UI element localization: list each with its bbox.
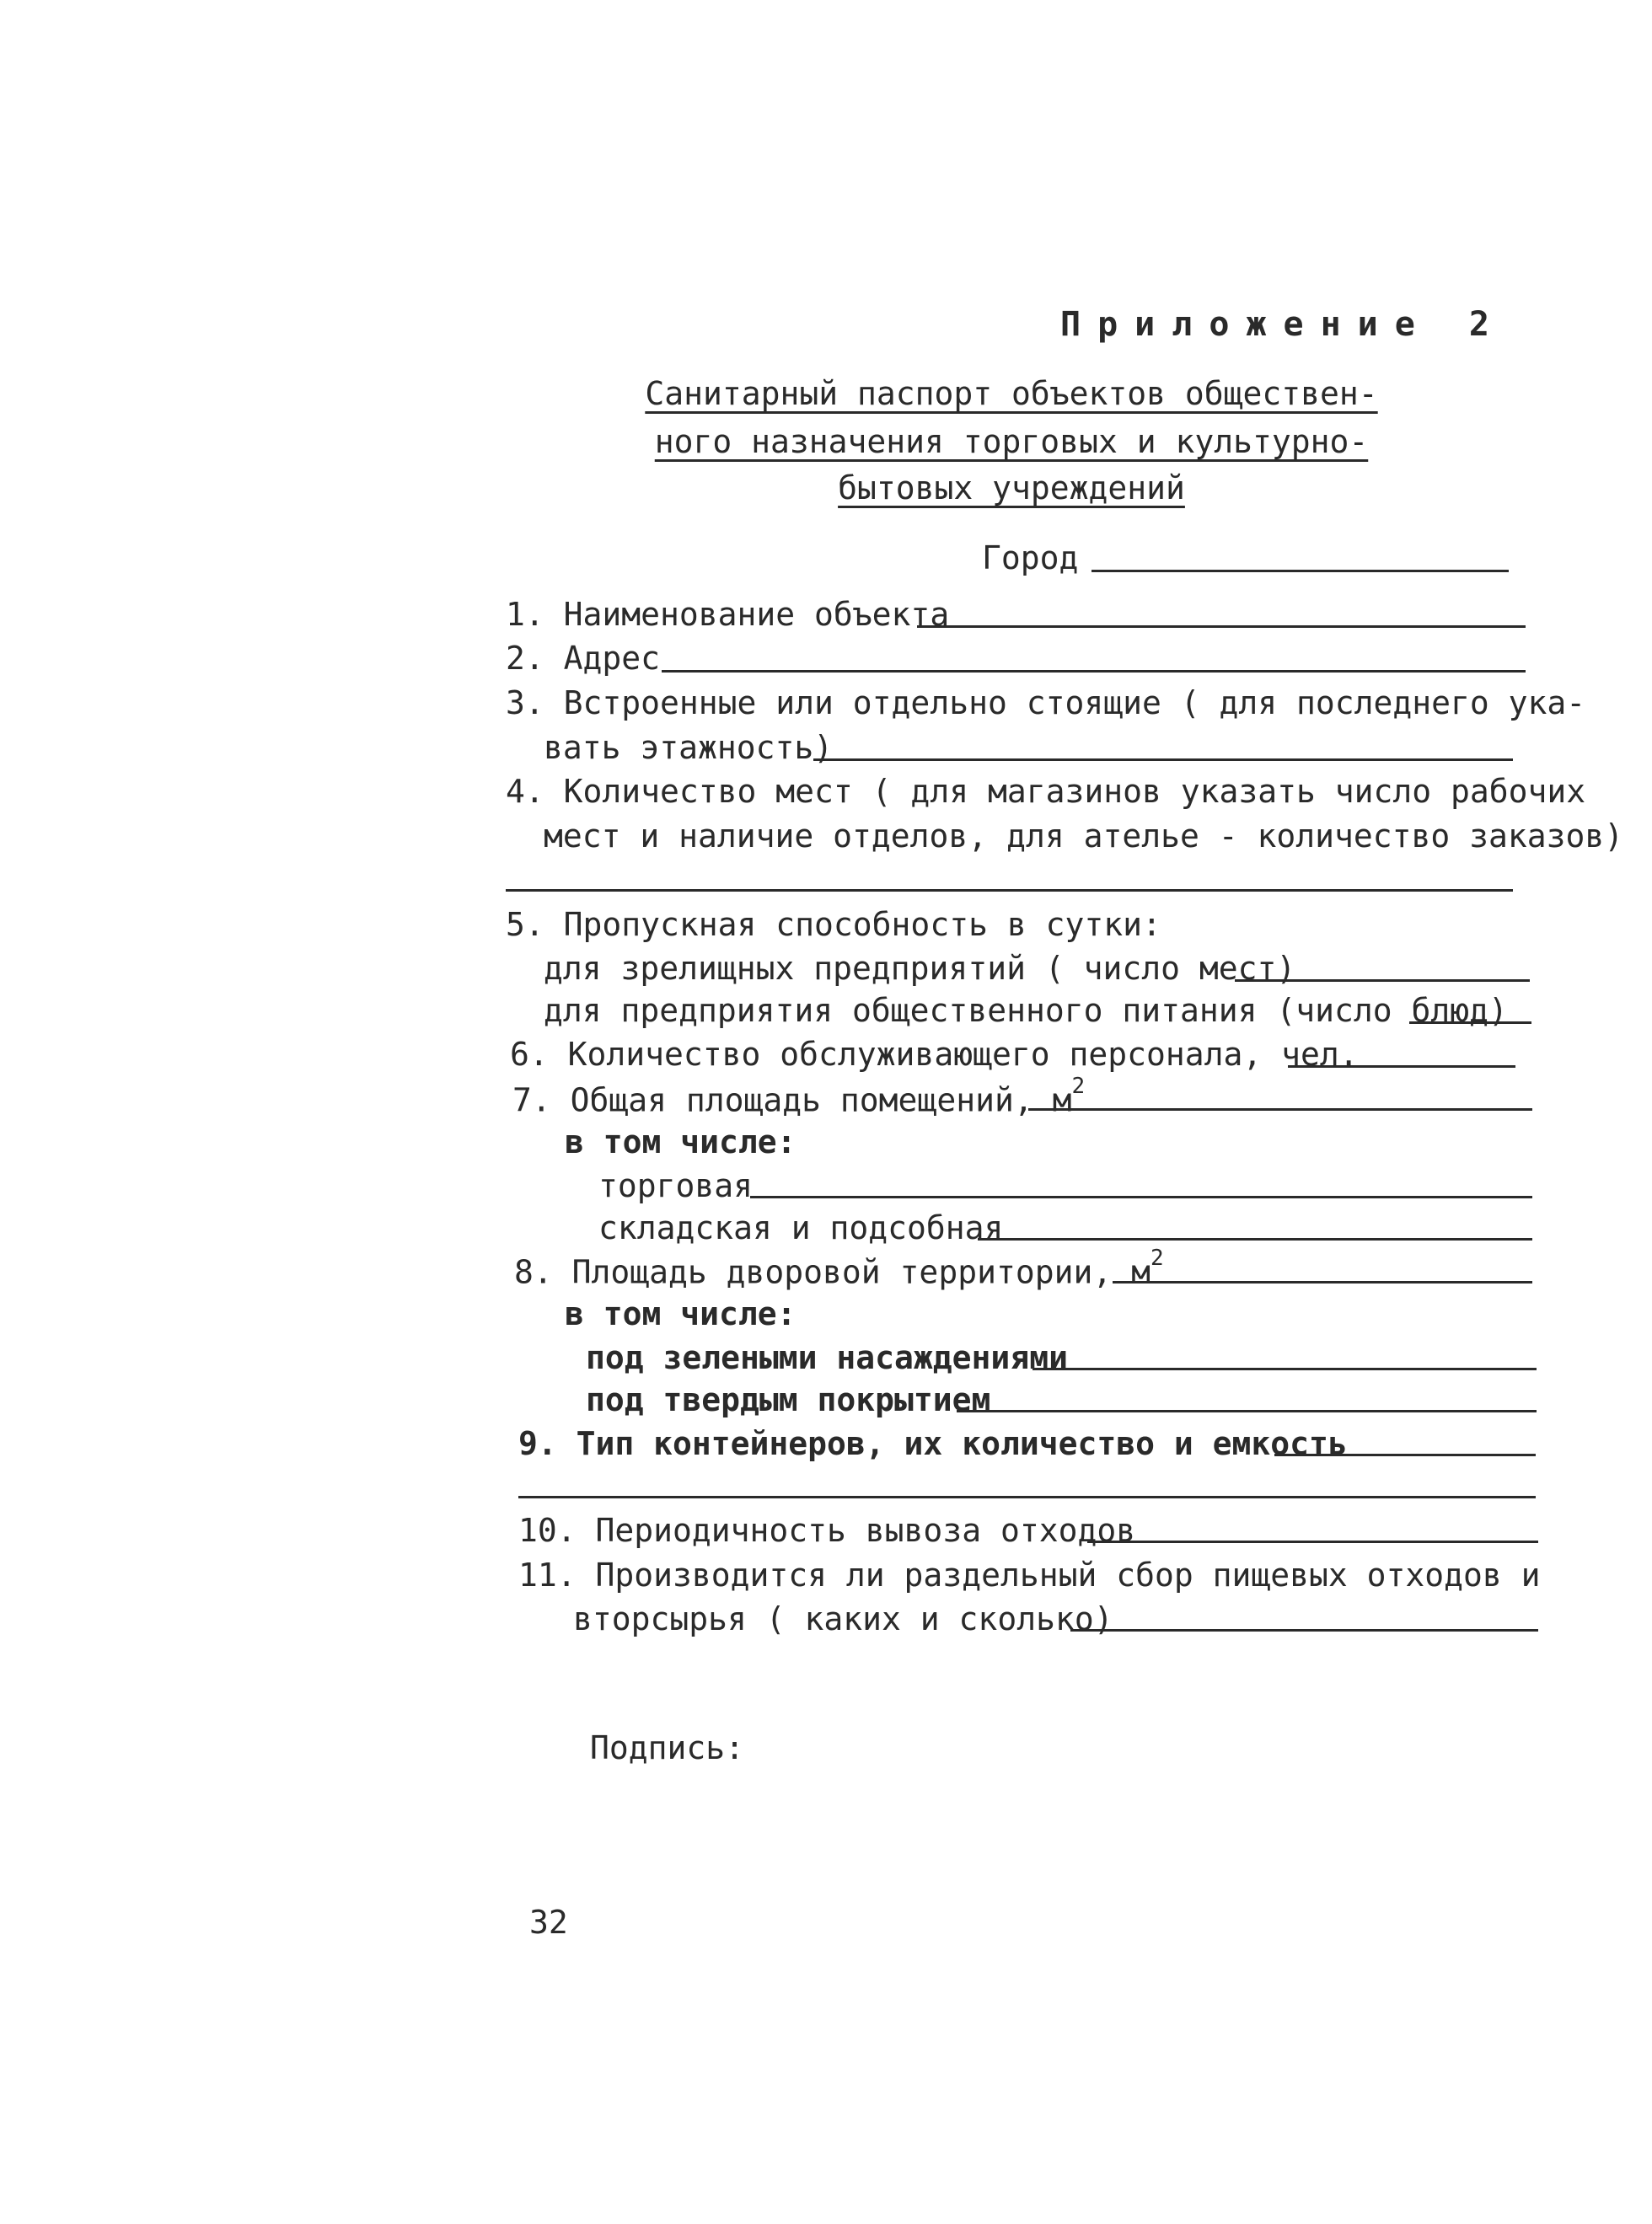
- page-number: 32: [529, 1904, 568, 1941]
- item-10-label: 10. Периодичность вывоза отходов: [518, 1512, 1136, 1549]
- item-7b-label: складская и подсобная: [598, 1209, 1004, 1246]
- item-1-label: 1. Наименование объекта: [506, 596, 950, 633]
- staff-count-field[interactable]: [1288, 1065, 1515, 1068]
- containers-field-continued[interactable]: [518, 1496, 1536, 1498]
- waste-removal-frequency-field[interactable]: [1087, 1541, 1538, 1543]
- item-5a-label: для зрелищных предприятий ( число мест): [544, 950, 1296, 987]
- document-title-line-1: Санитарный паспорт объектов обществен-: [645, 375, 1378, 412]
- item-2-label: 2. Адрес: [506, 640, 661, 677]
- object-name-field[interactable]: [917, 625, 1526, 628]
- catering-capacity-field[interactable]: [1409, 1021, 1531, 1024]
- document-title-line-2: ного назначения торговых и культурно-: [654, 423, 1369, 460]
- separate-collection-field[interactable]: [1070, 1629, 1538, 1632]
- appendix-heading: Приложение 2: [1060, 305, 1506, 344]
- item-8b-label: под твердым покрытием: [586, 1381, 991, 1418]
- city-label: Город: [982, 539, 1079, 576]
- trade-area-field[interactable]: [750, 1196, 1532, 1198]
- item-8-label: 8. Площадь дворовой территории, $м^2$: [514, 1246, 1164, 1291]
- document-title-line-3: бытовых учреждений: [838, 469, 1185, 506]
- item-9-label: 9. Тип контейнеров, их количество и емкость: [518, 1425, 1348, 1462]
- storage-area-field[interactable]: [978, 1238, 1532, 1241]
- entertainment-capacity-field[interactable]: [1235, 979, 1530, 982]
- containers-field[interactable]: [1274, 1454, 1536, 1456]
- item-7-including-label: в том числе:: [565, 1123, 796, 1160]
- item-7a-label: торговая: [598, 1167, 754, 1204]
- item-11-label-line-2: вторсырья ( каких и сколько): [573, 1600, 1113, 1637]
- city-field[interactable]: [1092, 570, 1509, 572]
- item-5-label: 5. Пропускная способность в сутки:: [506, 906, 1161, 943]
- green-area-field[interactable]: [1032, 1368, 1537, 1370]
- item-3-label-line-1: 3. Встроенные или отдельно стоящие ( для последнего ука-: [506, 684, 1586, 721]
- item-7-label: 7. Общая площадь помещений, $м^2$: [512, 1074, 1086, 1119]
- floors-field[interactable]: [813, 758, 1513, 761]
- item-11-label-line-1: 11. Производится ли раздельный сбор пищевых отходов и: [518, 1557, 1541, 1594]
- item-5b-label: для предприятия общественного питания (число блюд): [544, 992, 1508, 1029]
- address-field[interactable]: [662, 670, 1526, 673]
- yard-area-field[interactable]: [1113, 1281, 1532, 1283]
- item-6-label: 6. Количество обслуживающего персонала, чел.: [510, 1036, 1359, 1073]
- paved-area-field[interactable]: [957, 1410, 1537, 1412]
- total-area-field[interactable]: [1028, 1108, 1532, 1111]
- item-8-including-label: в том числе:: [565, 1295, 796, 1332]
- seats-count-field[interactable]: [506, 889, 1513, 892]
- item-8a-label: под зелеными насаждениями: [586, 1339, 1068, 1376]
- item-4-label-line-1: 4. Количество мест ( для магазинов указать число рабочих: [506, 773, 1586, 810]
- item-4-label-line-2: мест и наличие отделов, для ателье - количество заказов): [544, 817, 1624, 855]
- item-3-label-line-2: вать этажность): [544, 729, 834, 766]
- signature-label: Подпись:: [590, 1729, 745, 1766]
